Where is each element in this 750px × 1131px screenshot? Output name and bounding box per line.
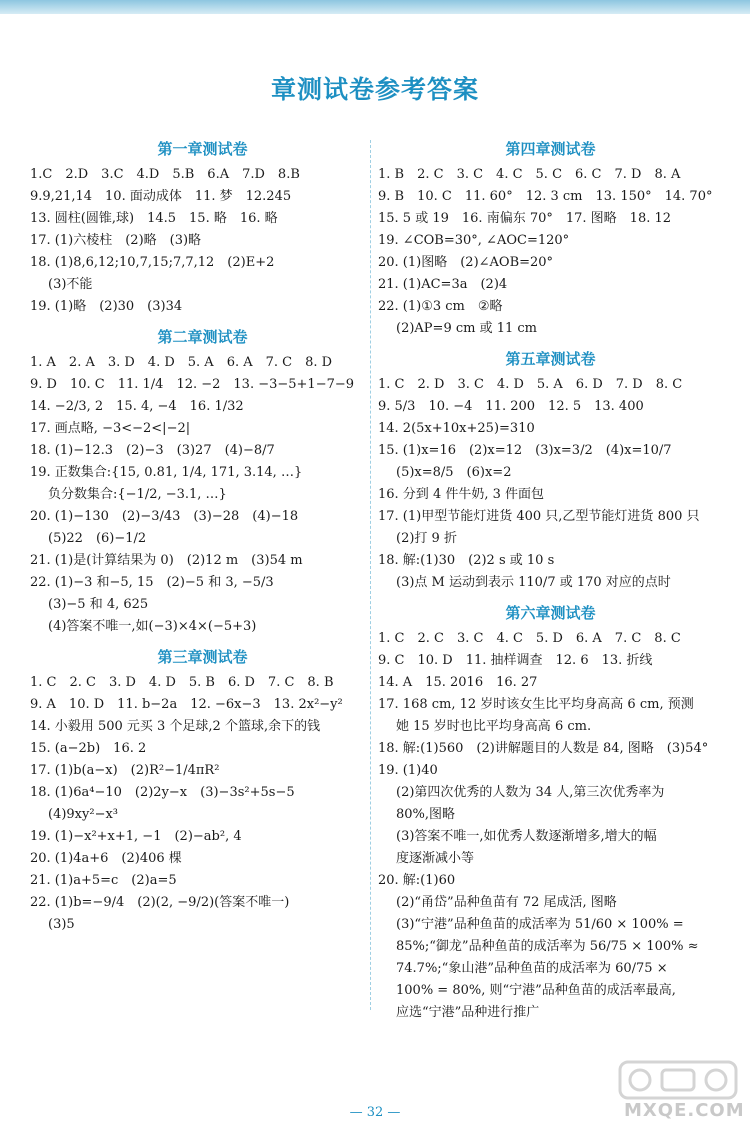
page-title: 章测试卷参考答案: [270, 75, 479, 104]
answer-line: 14. 2(5x+10x+25)=310: [378, 421, 535, 436]
answer-line: 20. 解:(1)60: [378, 873, 456, 888]
answer-line: (4)9xy²−x³: [48, 807, 119, 822]
answer-line: 22. (1)①3 cm ②略: [378, 299, 503, 314]
answer-line: (3)点 M 运动到表示 110/7 或 170 对应的点时: [396, 575, 671, 590]
answer-line: (2)“甬岱”品种鱼苗有 72 尾成活, 图略: [396, 895, 617, 910]
page-number: — 32 —: [349, 1105, 401, 1120]
answer-line: 15. (a−2b) 16. 2: [30, 741, 147, 756]
answer-line: 16. 分到 4 件牛奶, 3 件面包: [378, 487, 545, 502]
answer-line: 15. (1)x=16 (2)x=12 (3)x=3/2 (4)x=10/7: [378, 443, 672, 458]
answer-line: 18. (1)−12.3 (2)−3 (3)27 (4)−8/7: [30, 443, 275, 458]
answer-line: 21. (1)是(计算结果为 0) (2)12 m (3)54 m: [30, 553, 303, 568]
section-heading: 第二章测试卷: [157, 328, 248, 346]
answer-line: 14. 小毅用 500 元买 3 个足球,2 个篮球,余下的钱: [30, 719, 321, 734]
answer-line: (4)答案不唯一,如(−3)×4×(−5+3): [48, 619, 257, 634]
answer-line: 15. 5 或 19 16. 南偏东 70° 17. 图略 18. 12: [378, 211, 672, 226]
answer-line: (3)答案不唯一,如优秀人数逐渐增多,增大的幅: [396, 829, 657, 844]
watermark-text: MXQE.COM: [624, 1100, 745, 1121]
answer-line: 19. (1)略 (2)30 (3)34: [30, 299, 183, 314]
answer-line: 17. 画点略, −3<−2<|−2|: [30, 421, 191, 436]
answer-line: 17. (1)六棱柱 (2)略 (3)略: [30, 233, 202, 248]
left-column: [30, 130, 375, 936]
section-heading: 第四章测试卷: [505, 140, 596, 158]
answer-line: (2)第四次优秀的人数为 34 人,第三次优秀率为: [396, 785, 665, 800]
answer-line: 20. (1)4a+6 (2)406 棵: [30, 851, 182, 866]
answer-line: 19. 正数集合:{15, 0.81, 1/4, 171, 3.14, …}: [30, 465, 303, 480]
answer-line: 9. D 10. C 11. 1/4 12. −2 13. −3−5+1−7−9: [30, 377, 355, 392]
section-heading: 第五章测试卷: [505, 350, 596, 368]
answer-line: (2)打 9 折: [396, 531, 457, 546]
top-color-band: [0, 0, 750, 14]
answer-line: 她 15 岁时也比平均身高高 6 cm.: [396, 719, 592, 734]
answer-line: 13. 圆柱(圆锥,球) 14.5 15. 略 16. 略: [30, 211, 278, 226]
answer-line: 1.C 2.D 3.C 4.D 5.B 6.A 7.D 8.B: [30, 167, 300, 182]
answer-line: 80%,图略: [396, 807, 456, 822]
answer-line: 19. (1)−x²+x+1, −1 (2)−ab², 4: [30, 829, 242, 844]
answer-line: 21. (1)AC=3a (2)4: [378, 277, 508, 292]
answer-line: 14. A 15. 2016 16. 27: [378, 675, 538, 690]
answer-line: 9.9,21,14 10. 面动成体 11. 梦 12.245: [30, 189, 292, 204]
right-column: [378, 130, 723, 1024]
answer-line: 1. A 2. A 3. D 4. D 5. A 6. A 7. C 8. D: [30, 355, 333, 370]
answer-line: 22. (1)b=−9/4 (2)(2, −9/2)(答案不唯一): [30, 895, 290, 910]
answer-line: 22. (1)−3 和−5, 15 (2)−5 和 3, −5/3: [30, 575, 274, 590]
answer-line: 9. 5/3 10. −4 11. 200 12. 5 13. 400: [378, 399, 644, 414]
answer-line: 17. 168 cm, 12 岁时该女生比平均身高高 6 cm, 预测: [378, 697, 694, 712]
answer-line: 度逐渐减小等: [396, 851, 475, 866]
answer-line: 18. (1)6a⁴−10 (2)2y−x (3)−3s²+5s−5: [30, 785, 295, 800]
answer-line: 1. C 2. C 3. D 4. D 5. B 6. D 7. C 8. B: [30, 675, 334, 690]
section-heading: 第三章测试卷: [157, 648, 248, 666]
section-heading: 第六章测试卷: [505, 604, 596, 622]
answer-line: 17. (1)b(a−x) (2)R²−1/4πR²: [30, 763, 220, 778]
answer-line: (3)不能: [48, 277, 93, 292]
answer-line: 应选“宁港”品种进行推广: [396, 1005, 540, 1020]
answer-line: 18. (1)8,6,12;10,7,15;7,7,12 (2)E+2: [30, 255, 275, 270]
answer-line: (3)“宁港”品种鱼苗的成活率为 51/60 × 100% =: [396, 917, 684, 932]
answer-line: 18. 解:(1)560 (2)讲解题目的人数是 84, 图略 (3)54°: [378, 741, 709, 756]
answer-line: 14. −2/3, 2 15. 4, −4 16. 1/32: [30, 399, 244, 414]
answer-line: 1. B 2. C 3. C 4. C 5. C 6. C 7. D 8. A: [378, 167, 681, 182]
answer-line: (3)5: [48, 917, 75, 932]
answer-line: 18. 解:(1)30 (2)2 s 或 10 s: [378, 553, 555, 568]
answer-line: 19. ∠COB=30°, ∠AOC=120°: [378, 233, 570, 248]
answer-line: 100% = 80%, 则“宁港”品种鱼苗的成活率最高,: [396, 983, 676, 998]
answer-line: 9. C 10. D 11. 抽样调查 12. 6 13. 折线: [378, 653, 653, 668]
answer-line: 20. (1)−130 (2)−3/43 (3)−28 (4)−18: [30, 509, 299, 524]
answer-line: 19. (1)40: [378, 763, 438, 778]
answer-line: 负分数集合:{−1/2, −3.1, …}: [48, 487, 227, 502]
column-divider: [370, 140, 371, 1010]
answer-line: 85%;“御龙”品种鱼苗的成活率为 56/75 × 100% ≈: [396, 939, 699, 954]
answer-line: (3)−5 和 4, 625: [48, 597, 149, 612]
answer-line: 9. A 10. D 11. b−2a 12. −6x−3 13. 2x²−y²: [30, 697, 343, 712]
answer-line: 20. (1)图略 (2)∠AOB=20°: [378, 255, 554, 270]
answer-line: (5)x=8/5 (6)x=2: [396, 465, 512, 480]
answer-line: (2)AP=9 cm 或 11 cm: [396, 321, 538, 336]
answer-line: 1. C 2. C 3. C 4. C 5. D 6. A 7. C 8. C: [378, 631, 681, 646]
answer-line: 17. (1)甲型节能灯进货 400 只,乙型节能灯进货 800 只: [378, 509, 700, 524]
answer-line: 1. C 2. D 3. C 4. D 5. A 6. D 7. D 8. C: [378, 377, 683, 392]
answer-line: 21. (1)a+5=c (2)a=5: [30, 873, 177, 888]
answer-line: 74.7%;“象山港”品种鱼苗的成活率为 60/75 ×: [396, 961, 668, 976]
answer-line: 9. B 10. C 11. 60° 12. 3 cm 13. 150° 14. 70°: [378, 189, 713, 204]
section-heading: 第一章测试卷: [157, 140, 248, 158]
answer-line: (5)22 (6)−1/2: [48, 531, 147, 546]
